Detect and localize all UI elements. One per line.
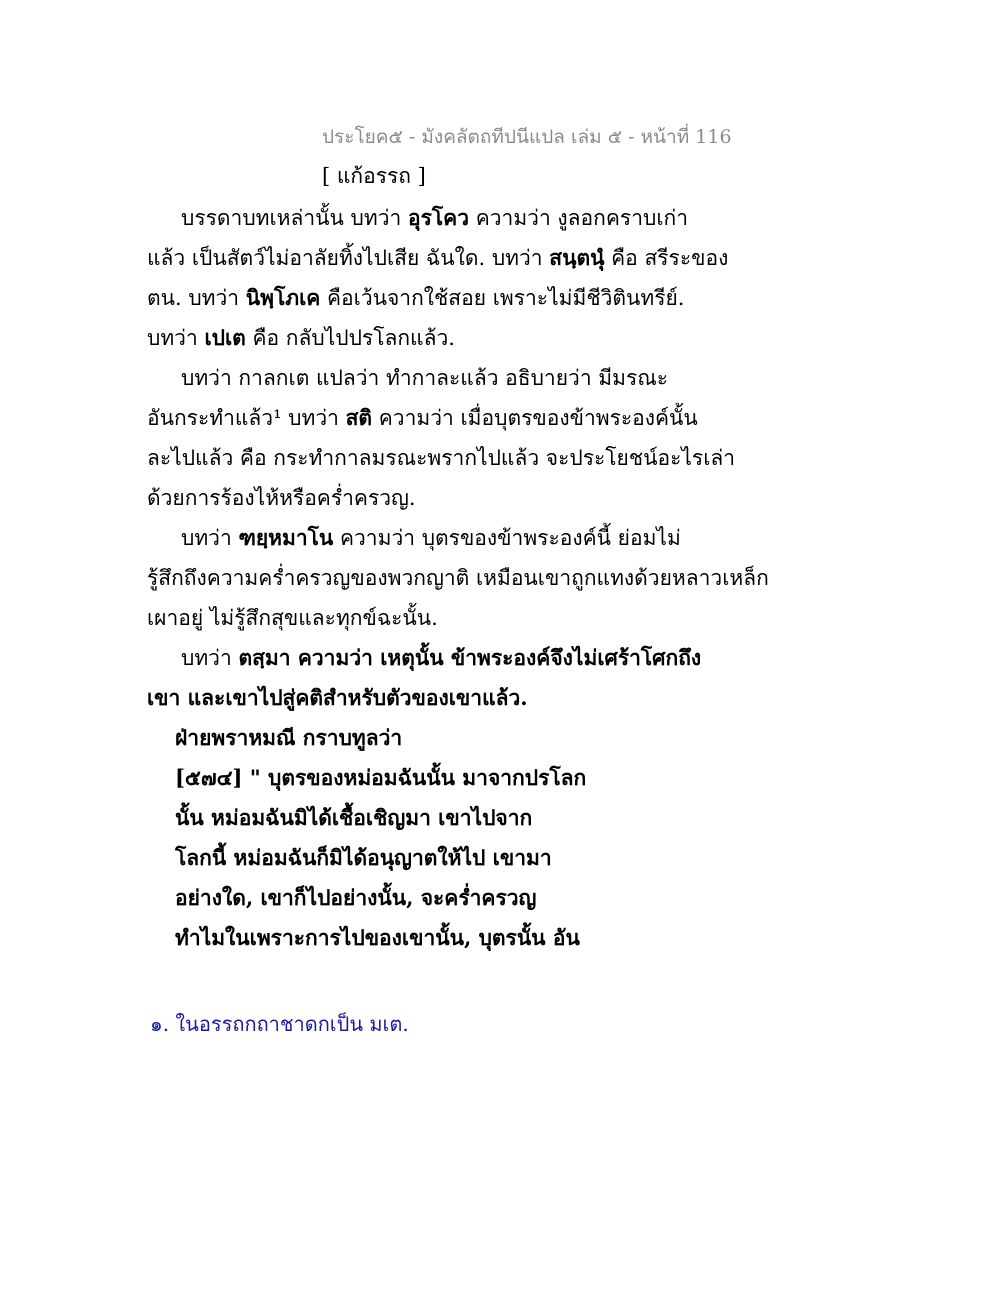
term: นิพฺโภเค (245, 285, 321, 310)
paragraph-5-line-1: ฝ่ายพราหมณี กราบทูลว่า (175, 725, 403, 750)
paragraph-4-line-1: บทว่า ตสฺมา ความว่า เหตุนั้น ข้าพระองค์จึงไม่เศร้าโศกถึง (181, 645, 702, 670)
section-heading: [ แก้อรรถ ] (322, 164, 426, 188)
term: เปเต (204, 325, 246, 350)
paragraph-1-line-3: ตน. บทว่า นิพฺโภเค คือเว้นจากใช้สอย เพราะไม่มีชีวิตินทรีย์. (147, 285, 685, 310)
paragraph-2-line-1: บทว่า กาลกเต แปลว่า ทำกาละแล้ว อธิบายว่า มีมรณะ (181, 366, 669, 390)
footnote: ๑. ในอรรถกถาชาดกเป็น มเต. (150, 1012, 409, 1036)
paragraph-2-line-4: ด้วยการร้องไห้หรือคร่ำครวญ. (147, 486, 416, 510)
paragraph-3-line-1: บทว่า ฑยฺหมาโน ความว่า บุตรของข้าพระองค์นี้ ย่อมไม่ (181, 525, 681, 550)
paragraph-1-line-4: บทว่า เปเต คือ กลับไปปรโลกแล้ว. (147, 325, 455, 350)
paragraph-2-line-3: ละไปแล้ว คือ กระทำกาลมรณะพรากไปแล้ว จะประโยชน์อะไรเล่า (147, 446, 736, 470)
term: สนฺตนุํ (549, 245, 605, 270)
paragraph-3-line-3: เผาอยู่ ไม่รู้สึกสุขและทุกข์ฉะนั้น. (147, 606, 438, 630)
term: สติ (345, 405, 373, 430)
term: ฑยฺหมาโน (238, 525, 334, 550)
verse-line-1: [๕๗๔] " บุตรของหม่อมฉันนั้น มาจากปรโลก (175, 765, 587, 790)
body-text (147, 198, 769, 958)
verse-line-2: นั้น หม่อมฉันมิได้เชื้อเชิญมา เขาไปจาก (175, 805, 533, 830)
paragraph-4-line-2: เขา และเขาไปสู่คติสำหรับตัวของเขาแล้ว. (147, 685, 528, 710)
term: ตสฺมา ความว่า เหตุนั้น ข้าพระองค์จึงไม่เศร้าโศกถึง (238, 645, 702, 670)
paragraph-2-line-2: อันกระทำแล้ว¹ บทว่า สติ ความว่า เมื่อบุตรของข้าพระองค์นั้น (147, 405, 698, 430)
page-header: ประโยค๕ - มังคลัตถทีปนีแปล เล่ม ๕ - หน้าที่ 116 (322, 126, 732, 148)
paragraph-3-line-2: รู้สึกถึงความคร่ำครวญของพวกญาติ เหมือนเขาถูกแทงด้วยหลาวเหล็ก (147, 566, 769, 590)
verse-line-5: ทำไมในเพราะการไปของเขานั้น, บุตรนั้น อัน (175, 925, 580, 950)
paragraph-1-line-1: บรรดาบทเหล่านั้น บทว่า อุรโคว ความว่า งูลอกคราบเก่า (181, 205, 689, 230)
term: อุรโคว (408, 205, 470, 230)
paragraph-1-line-2: แล้ว เป็นสัตว์ไม่อาลัยทิ้งไปเสีย ฉันใด. บทว่า สนฺตนุํ คือ สรีระของ (147, 245, 729, 270)
verse-line-3: โลกนี้ หม่อมฉันก็มิได้อนุญาตให้ไป เขามา (175, 845, 552, 870)
verse-line-4: อย่างใด, เขาก็ไปอย่างนั้น, จะคร่ำครวญ (175, 885, 537, 910)
